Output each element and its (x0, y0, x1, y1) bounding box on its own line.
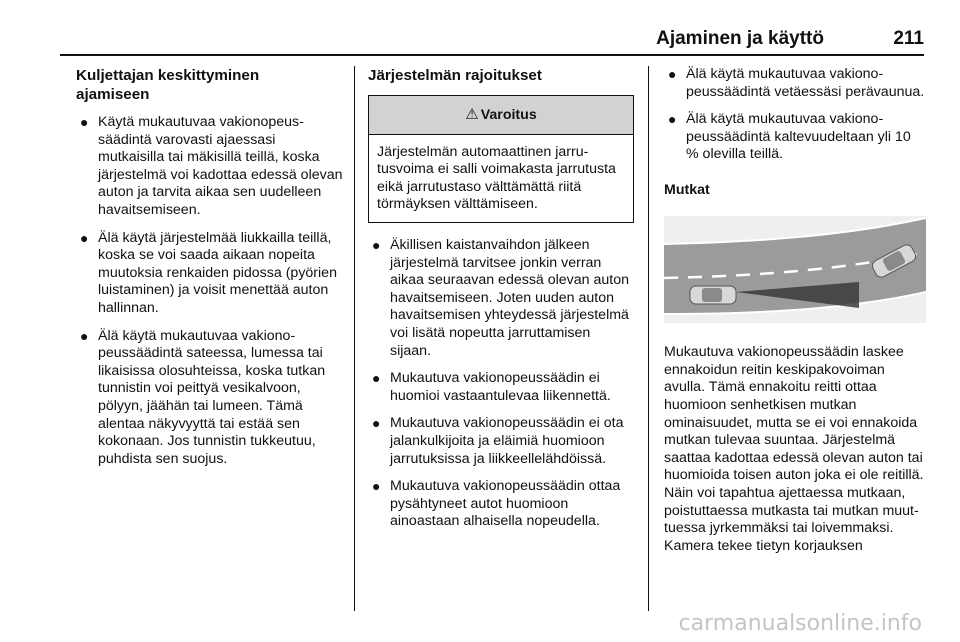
list-item: ● Älä käytä mukautuvaa vakionopeussäädintä sateessa, lumessa tai likaisissa olosuhteissa, koska tutkan tunnistin voi peittyä vesikalvoon, pölyyn, jäähän tai lumeen. Tämä alentaa näkyvyyttä tai estää sen kokonaan. Jos tunnistin tukkeutuu, puhdista sen suojus. (80, 327, 326, 467)
bullet-icon: ● (668, 111, 677, 128)
curve-road-radar-illustration (664, 216, 926, 323)
bullet-icon: ● (372, 415, 381, 432)
bullet-list (664, 66, 926, 164)
bullet-list (368, 237, 634, 531)
list-item: ● Älä käytä mukautuvaa vakionopeussäädintä vetäessäsi perävaunua. (668, 66, 925, 100)
list-item: ● Äkillisen kaistanvaihdon jälkeen järjestelmä tarvitsee jonkin verran aikaa seuraavan edessä olevan auton havaitsemiseen. Joten uuden auton havaitsemisen yhteydessä järjestelmä voi lisätä nopeutta jarruttamisen sijaan. (372, 236, 629, 359)
page-number: 211 (893, 28, 924, 49)
column-2 (368, 66, 634, 541)
ego-car-icon (690, 286, 736, 304)
column-divider (648, 66, 649, 611)
warning-header: ⚠ Varoitus (369, 96, 633, 135)
bullet-icon: ● (372, 478, 381, 495)
list-item: ● Käytä mukautuvaa vakionopeussäädintä varovasti ajaessasi mutkaisilla tai mäkisillä teillä, koska järjestelmä voi kadottaa edessä olevan auton ja tarvita aikaa sen uudelleen havaitsemiseen. (80, 114, 343, 218)
list-item: ● Älä käytä mukautuvaa vakionopeussäädintä kaltevuudeltaan yli 10 % olevilla teillä. (668, 111, 911, 163)
bullet-icon: ● (372, 236, 381, 253)
watermark: carmanualsonline.info (678, 611, 922, 636)
list-item: ● Mukautuva vakionopeussäädin ottaa pysähtyneet autot huomioon ainoastaan alhaisella nopeudella. (372, 478, 621, 530)
body-paragraph: Mukautuva vakionopeussäädin laskee ennakoidun reitin keskipakovoiman avulla. Tämä ennakoitu reitti ottaa huomioon senhetkisen mutkan ominaisuudet, mutta se ei voi ennakoida mutkan tulevaa suuntaa. Järjestelmä saattaa kadottaa edessä olevan auton tai huomioida toisen auton joka ei ole reitillä. Näin voi tapahtua ajettaessa mutkaan, poistuttaessa mutkasta tai mutkan muuttuessa jyrkemmäksi tai loivemmaksi. Kamera tekee tietyn korjauksen (664, 344, 924, 554)
bullet-list (76, 114, 344, 468)
bullet-icon: ● (80, 114, 89, 130)
warning-box (368, 95, 634, 223)
warning-text: Järjestelmän automaattinen jarrutusvoima ei salli voimakasta jarrutusta eikä jarrutustaso välttämättä riitä törmäyksen välttämiseen. (377, 143, 616, 213)
section-heading: Kuljettajan keskittyminen ajamiseen (76, 67, 260, 103)
column-3 (664, 66, 926, 555)
bullet-icon: ● (80, 229, 89, 246)
section-title: Ajaminen ja käyttö (656, 28, 824, 49)
page-header (60, 26, 924, 56)
section-heading: Mutkat (664, 181, 710, 198)
list-item: ● Mukautuva vakionopeussäädin ei ota jalankulkijoita ja eläimiä huomioon jarrutuksissa ja liikkeellelähdöissä. (372, 415, 624, 467)
bullet-icon: ● (668, 66, 677, 82)
section-heading: Järjestelmän rajoitukset (368, 67, 542, 84)
column-1 (76, 66, 344, 478)
column-divider (354, 66, 355, 611)
warning-triangle-icon: ⚠ (465, 106, 479, 123)
list-item: ● Mukautuva vakionopeussäädin ei huomioi vastaantulevaa liikennettä. (372, 370, 611, 404)
bullet-icon: ● (80, 327, 89, 344)
list-item: ● Älä käytä järjestelmää liukkailla teillä, koska se voi saada aikaan nopeita muutoksia renkaiden pidossa (pyörien luistaminen) ja voisit menettää auton hallinnan. (80, 229, 337, 316)
bullet-icon: ● (372, 370, 381, 387)
